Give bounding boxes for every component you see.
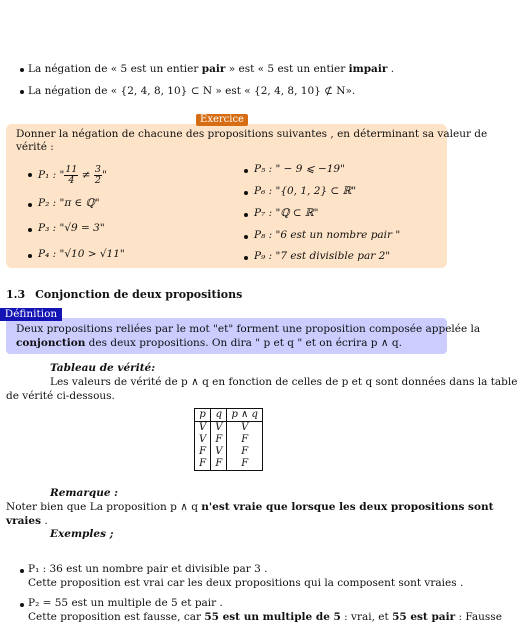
negation-example-2: La négation de « {2, 4, 8, 10} ⊂ N » est « {2, 4, 8, 10} ⊄ N». xyxy=(28,85,356,97)
remark-line-1: Noter bien que La proposition p ∧ q n'est vraie que lorsque les deux propositions sont xyxy=(6,501,494,513)
remark-heading: Remarque : xyxy=(50,487,119,499)
proposition-p3: P₃ : "√9 = 3" xyxy=(38,222,105,234)
bullet-dot xyxy=(20,90,24,94)
definition-line-1: Deux propositions reliées par le mot "et" forment une proposition composée appelée la xyxy=(16,323,481,335)
bullet-dot xyxy=(28,228,32,232)
proposition-p6: P₆ : "{0, 1, 2} ⊂ ℝ" xyxy=(254,185,357,197)
exercise-intro-cont: vérité : xyxy=(16,141,54,153)
example-1-line-1: P₁ : 36 est un nombre pair et divisible par 3 . xyxy=(28,563,268,575)
bullet-dot xyxy=(20,569,24,573)
example-2-line-1: P₂ = 55 est un multiple de 5 et pair . xyxy=(28,597,223,609)
examples-heading: Exemples ; xyxy=(50,528,114,540)
bullet-dot xyxy=(28,254,32,258)
table-cell: F xyxy=(195,446,211,458)
example-2-line-2: Cette proposition est fausse, car 55 est un multiple de 5 : vrai, et 55 est pair : Fausse xyxy=(28,611,502,623)
definition-line-2: conjonction des deux propositions. On dira " p et q " et on écrira p ∧ q. xyxy=(16,337,402,349)
table-cell: V xyxy=(211,422,227,435)
table-cell: F xyxy=(227,446,262,458)
table-row xyxy=(195,458,263,471)
bullet-dot xyxy=(244,235,248,239)
table-row xyxy=(195,446,263,458)
table-cell: V xyxy=(195,422,211,435)
remark-line-2: vraies . xyxy=(6,515,48,527)
table-row xyxy=(195,422,263,435)
section-title: Conjonction de deux propositions xyxy=(35,288,243,301)
header-p: p xyxy=(195,409,211,422)
bullet-dot xyxy=(28,203,32,207)
truth-table-header-row xyxy=(195,409,263,422)
exercise-title: Exercice xyxy=(196,114,248,126)
header-p-and-q: p ∧ q xyxy=(227,409,262,422)
definition-title: Définition xyxy=(0,308,62,321)
proposition-p5: P₅ : " − 9 ⩽ −19" xyxy=(254,163,345,175)
example-1-line-2: Cette proposition est vrai car les deux propositions qui la composent sont vraies . xyxy=(28,577,464,589)
table-cell: V xyxy=(195,434,211,446)
table-cell: F xyxy=(211,434,227,446)
negation-example-1: La négation de « 5 est un entier pair » est « 5 est un entier impair . xyxy=(28,63,395,75)
bullet-dot xyxy=(244,213,248,217)
table-cell: F xyxy=(211,458,227,471)
table-cell: F xyxy=(227,434,262,446)
proposition-p2: P₂ : "π ∈ ℚ" xyxy=(38,197,100,209)
section-number: 1.3 xyxy=(6,288,26,301)
bullet-dot xyxy=(244,256,248,260)
section-heading xyxy=(6,288,242,301)
exercise-box xyxy=(6,124,447,268)
bullet-dot xyxy=(20,603,24,607)
table-cell: V xyxy=(211,446,227,458)
bullet-dot xyxy=(20,68,24,72)
truth-table-heading: Tableau de vérité: xyxy=(50,362,156,374)
bullet-dot xyxy=(244,169,248,173)
bullet-dot xyxy=(244,191,248,195)
proposition-p4: P₄ : "√10 > √11" xyxy=(38,248,125,260)
proposition-p8: P₈ : "6 est un nombre pair " xyxy=(254,229,401,241)
bullet-dot xyxy=(28,173,32,177)
truth-table-text-1: Les valeurs de vérité de p ∧ q en fonction de celles de p et q sont données dans la table xyxy=(50,376,517,388)
exercise-intro: Donner la négation de chacune des propositions suivantes , en déterminant sa valeur de xyxy=(16,128,488,140)
table-cell: F xyxy=(195,458,211,471)
truth-table-text-2: de vérité ci-dessous. xyxy=(6,390,115,402)
proposition-p9: P₉ : "7 est divisible par 2" xyxy=(254,250,391,262)
table-cell: F xyxy=(227,458,262,471)
header-q: q xyxy=(211,409,227,422)
table-cell: V xyxy=(227,422,262,435)
truth-table xyxy=(194,408,263,471)
table-row xyxy=(195,434,263,446)
proposition-p7: P₇ : "ℚ ⊂ ℝ" xyxy=(254,207,319,219)
proposition-p1: P₁ : " $\frac{11}{4}$ ≠ $\frac{3}{2}$ " xyxy=(38,163,107,186)
